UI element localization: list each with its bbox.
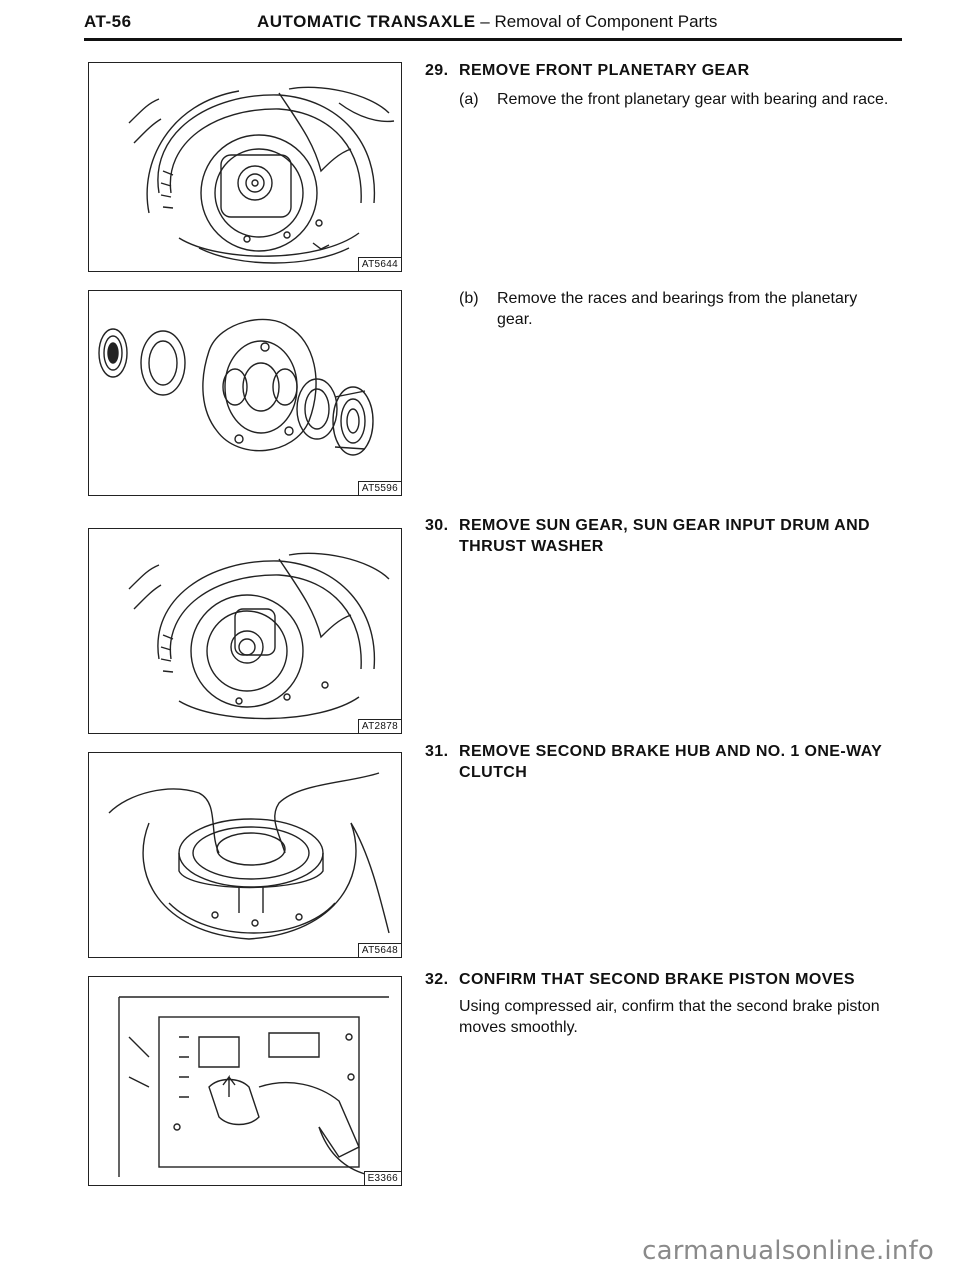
step-31 — [425, 741, 905, 783]
step-number: 32. — [425, 971, 449, 988]
step-heading-cont: THRUST WASHER — [459, 538, 604, 555]
step-title — [425, 741, 905, 783]
planetary-gear-exploded-illustration — [89, 291, 401, 495]
step-30 — [425, 515, 905, 557]
page-header — [0, 0, 960, 46]
step-number: 29. — [425, 62, 449, 79]
step-29-b — [425, 288, 905, 330]
substep-a — [425, 89, 905, 110]
step-title — [425, 515, 905, 557]
step-heading: REMOVE SECOND BRAKE HUB AND NO. 1 ONE-WAY — [459, 743, 883, 760]
step-number: 31. — [425, 743, 449, 760]
substep-label: (b) — [459, 290, 479, 307]
figure-sun-gear-removal — [88, 528, 402, 734]
figure-front-planetary-removal — [88, 62, 402, 272]
figure-code: E3366 — [364, 1171, 401, 1185]
step-heading: REMOVE SUN GEAR, SUN GEAR INPUT DRUM AND — [459, 517, 870, 534]
substep-label: (a) — [459, 91, 479, 108]
page-id: AT-56 — [84, 12, 132, 31]
step-heading: CONFIRM THAT SECOND BRAKE PISTON MOVES — [459, 971, 855, 988]
sun-gear-illustration — [89, 529, 401, 733]
step-heading-cont: CLUTCH — [459, 764, 528, 781]
figure-code: AT2878 — [358, 719, 401, 733]
step-29 — [425, 60, 905, 110]
step-heading: REMOVE FRONT PLANETARY GEAR — [459, 62, 750, 79]
figure-second-brake-piston-check — [88, 976, 402, 1186]
step-title — [425, 60, 905, 81]
substep-b — [425, 288, 905, 330]
substep-text: Remove the races and bearings from the planetary gear. — [497, 290, 858, 328]
step-32 — [425, 969, 905, 1038]
figure-code: AT5596 — [358, 481, 401, 495]
figure-code: AT5644 — [358, 257, 401, 271]
substep-text: Remove the front planetary gear with bearing and race. — [497, 91, 889, 108]
figure-code: AT5648 — [358, 943, 401, 957]
step-title — [425, 969, 905, 990]
brake-piston-airgun-illustration — [89, 977, 401, 1185]
watermark: carmanualsonline.info — [642, 1236, 934, 1266]
section-title — [257, 12, 717, 32]
step-body: Using compressed air, confirm that the second brake piston moves smoothly. — [459, 998, 880, 1036]
figure-second-brake-hub-removal — [88, 752, 402, 958]
header-rule — [84, 38, 902, 41]
figure-planetary-races-bearings — [88, 290, 402, 496]
brake-hub-illustration — [89, 753, 401, 957]
section-title-main: AUTOMATIC TRANSAXLE — [257, 12, 476, 31]
section-title-sub: – Removal of Component Parts — [480, 12, 718, 31]
step-number: 30. — [425, 517, 449, 534]
front-planetary-illustration — [89, 63, 401, 271]
